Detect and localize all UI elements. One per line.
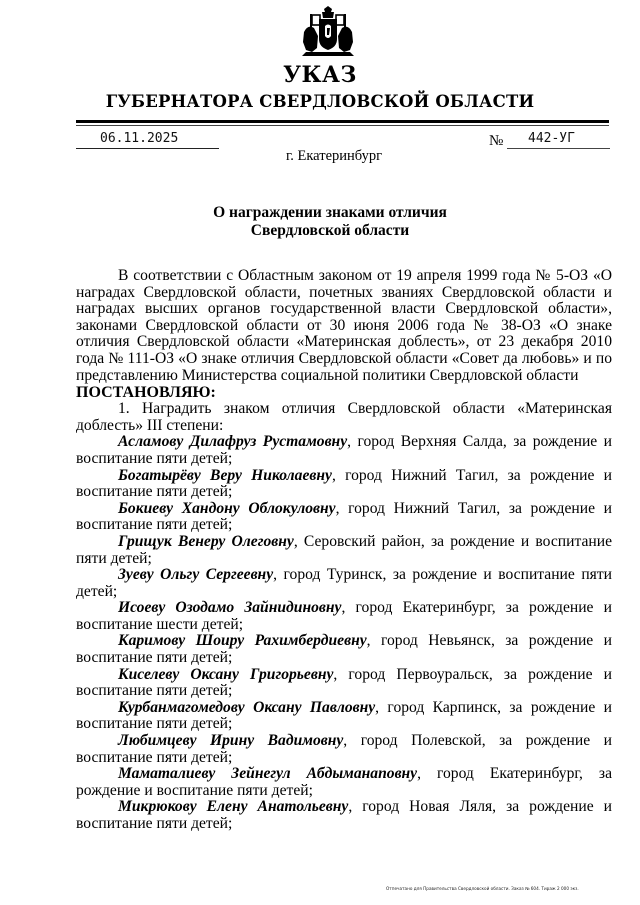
awardee-details: , город Новая Ляля, за рождение и воспитание пяти детей; (76, 798, 612, 832)
awardee-details: , город Туринск, за рождение и воспитание пяти детей; (76, 566, 613, 600)
awardee-details: , город Екатеринбург, за рождение и воспитание шести детей; (76, 599, 612, 633)
awardee-entry (76, 799, 612, 832)
awardee-name: Микрюкову Елену Анатольевну (118, 798, 349, 816)
awardee-details: , город Екатеринбург, за рождение и воспитание пяти детей; (76, 765, 612, 799)
awardee-entry (76, 766, 612, 799)
awardee-entry (76, 600, 612, 633)
awardee-details: , Серовский район, за рождение и воспитание пяти детей; (76, 532, 612, 567)
awardee-details: , город Нижний Тагил, за рождение и воспитание пяти детей; (76, 466, 612, 501)
awardee-entry (76, 468, 612, 501)
awardee-entry (76, 534, 612, 567)
awardee-name: Любимцеву Ирину Вадимовну (118, 732, 344, 750)
awardee-entry (76, 501, 612, 534)
awardee-name: Киселеву Оксану Григорьевну (118, 665, 334, 683)
awardee-name: Исоеву Озодамо Зайнидиновну (118, 599, 342, 617)
subject-line-1: О награждении знаками отличия (213, 204, 447, 221)
print-imprint: Отпечатано для Правительства Свердловской области. Заказ № 604. Тираж 2 000 экз. (386, 886, 579, 891)
awardee-name: Маматалиеву Зейнегул Абдыманаповну (118, 765, 418, 783)
document-type-title: УКАЗ (283, 62, 357, 88)
awardee-name: Богатырёву Веру Николаевну (118, 466, 332, 484)
awardee-name: Грищук Венеру Олеговну (118, 532, 294, 550)
awardee-details: , город Полевской, за рождение и воспитание пяти детей; (76, 732, 612, 766)
subject-line-2: Свердловской области (250, 222, 410, 239)
awardee-details: , город Нижний Тагил, за рождение и воспитание пяти детей; (76, 499, 612, 534)
header-divider-thin (76, 125, 609, 126)
item-1-paragraph: 1. Наградить знаком отличия Свердловской области «Материнская доблесть» III степени: (76, 400, 612, 434)
city-line: г. Екатеринбург (285, 148, 383, 164)
awardee-details: , город Невьянск, за рождение и воспитание пяти детей; (76, 632, 612, 667)
awardee-details: , город Карпинск, за рождение и воспитание пяти детей; (76, 698, 612, 733)
awardee-name: Курбанмагомедову Оксану Павловну (118, 698, 376, 716)
awardee-name: Бокиеву Хандону Облокуловну (118, 499, 336, 517)
number-sign: № (489, 133, 504, 149)
decree-word: ПОСТАНОВЛЯЮ: (76, 384, 216, 402)
awardee-entry (76, 733, 612, 766)
awardee-entry (76, 633, 612, 666)
awardee-entry (76, 434, 612, 467)
decree-body (76, 268, 612, 833)
awardee-details: , город Первоуральск, за рождение и воспитание пяти детей; (76, 665, 613, 700)
header-divider-thick (76, 120, 609, 123)
awardee-name: Каримову Шоиру Рахимбердиевну (118, 632, 367, 650)
awardee-name: Асламову Дилафруз Рустамовну (118, 433, 348, 451)
awardees-list (76, 434, 612, 832)
awardee-name: Зуеву Ольгу Сергеевну (118, 566, 274, 584)
decree-number: 442-УГ (528, 131, 575, 146)
decree-subject (0, 204, 640, 240)
issuer-title: ГУБЕРНАТОРА СВЕРДЛОВСКОЙ ОБЛАСТИ (105, 92, 535, 111)
coat-of-arms-icon (300, 6, 356, 58)
awardee-entry (76, 667, 612, 700)
preamble-paragraph: В соответствии с Областным законом от 19 апреля 1999 года № 5-ОЗ «О наградах Свердловской области, почетных званиях Свердловской области и наградах высших органов государственной власти Свердловской области», законами Свердловской области от 30 июня 2006 года № 38-ОЗ «О знаке отличия Свердловской области «Материнская доблесть», от 23 декабря 2010 года № 111-ОЗ «О знаке отличия Свердловской области «Совет да любовь» и по представлению Министерства социальной политики Свердловской области (76, 267, 612, 384)
awardee-entry (76, 700, 612, 733)
decree-date: 06.11.2025 (100, 131, 179, 146)
awardee-details: , город Верхняя Салда, за рождение и воспитание пяти детей; (76, 433, 612, 467)
awardee-entry (76, 567, 612, 600)
